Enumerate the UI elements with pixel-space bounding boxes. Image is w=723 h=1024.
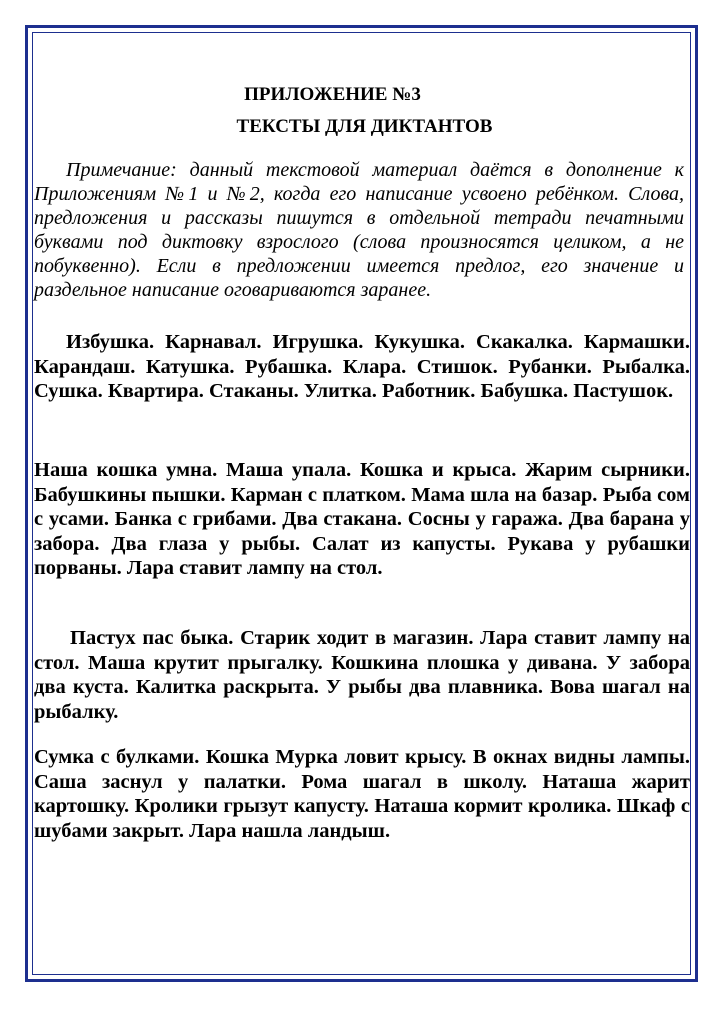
dictation-words-paragraph: Избушка. Карнавал. Игрушка. Кукушка. Скакалка. Кармашки. Карандаш. Катушка. Рубашка. Клара. Стишок. Рубанки. Рыбалка. Сушка. Квартира. Стаканы. Улитка. Работник. Бабушка. Пастушок. [34, 331, 690, 402]
dictation-phrases-paragraph: Наша кошка умна. Маша упала. Кошка и крыса. Жарим сырники. Бабушкины пышки. Карман с платком. Мама шла на базар. Рыба сом с усами. Банка с грибами. Два стакана. Сосны у гаража. Два барана у забора. Два глаза у рыбы. Салат из капусты. Рукава у рубашки порваны. Лара ставит лампу на стол. [34, 459, 690, 579]
appendix-title: ПРИЛОЖЕНИЕ №3 [244, 84, 421, 105]
dictation-sentences-paragraph-2: Сумка с булками. Кошка Мурка ловит крысу. В окнах видны лампы. Саша заснул у палатки. Рома шагал в школу. Наташа жарит картошку. Кролики грызут капусту. Наташа кормит кролика. Шкаф с шубами закрыт. Лара нашла ландыш. [34, 746, 690, 842]
note-paragraph: Примечание: данный текстовой материал даётся в дополнение к Приложениям №1 и №2, когда его написание усвоено ребёнком. Слова, предложения и рассказы пишутся в отдельной тетради печатными буквами под диктовку взрослого (слова произносятся целиком, а не побуквенно). Если в предложении имеется предлог, его значение и раздельное написание оговариваются заранее. [34, 159, 684, 301]
section-title: ТЕКСТЫ ДЛЯ ДИКТАНТОВ [236, 116, 493, 137]
dictation-sentences-paragraph-1: Пастух пас быка. Старик ходит в магазин. Лара ставит лампу на стол. Маша крутит прыгалку. Кошкина плошка у дивана. У забора два куста. Калитка раскрыта. У рыбы два плавника. Вова шагал на рыбалку. [34, 627, 690, 723]
